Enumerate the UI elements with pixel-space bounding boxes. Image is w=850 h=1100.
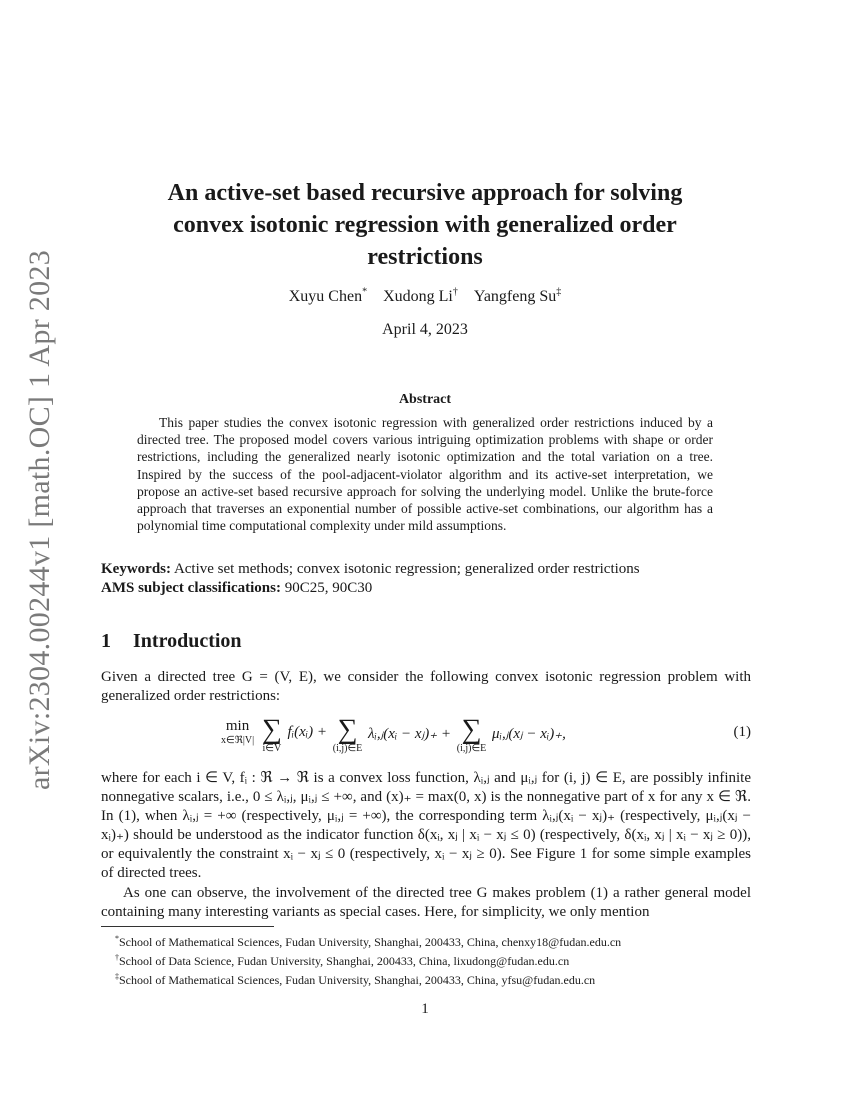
author-mark: † [452,287,458,298]
author-name: Xuyu Chen [288,288,363,306]
author-3 [474,288,561,305]
page-number: 1 [421,1001,429,1017]
footnote-3 [115,969,755,988]
footnote-text: School of Data Science, Fudan University, Shanghai, 200433, China, lixudong@fudan.edu.cn [119,954,570,968]
intro-paragraph-1: Given a directed tree G = (V, E), we consider the following convex isotonic regression problem with generalized order restrictions: [101,669,751,704]
intro-paragraph-2: where for each i ∈ V, fᵢ : ℜ → ℜ is a convex loss function, λᵢ,ⱼ and μᵢ,ⱼ for (i, j) ∈ E, are possibly infinite nonnegative scalars, i.e., 0 ≤ λᵢ,ⱼ, μᵢ,ⱼ ≤ +∞, and (x)₊ = max(0, x) is the nonnegative part of x for any x ∈ ℜ. In (1), when λᵢ,ⱼ = +∞ (respectively, μᵢ,ⱼ = +∞), the corresponding term λᵢ,ⱼ(xᵢ − xⱼ)₊ (respectively, μᵢ,ⱼ(xⱼ − xᵢ)₊) should be understood as the indicator function δ(xᵢ, xⱼ | xᵢ − xⱼ ≤ 0) (respectively, δ(xᵢ, xⱼ | xᵢ − xⱼ ≥ 0)), or equivalently the constraint xᵢ − xⱼ ≤ 0 (respectively, xᵢ − xⱼ ≥ 0). See Figure 1 for some simple examples of directed trees. [101,770,751,881]
footnote-rule [101,926,274,927]
title-line-1: An active-set based recursive approach for solving [167,180,683,206]
paper-title [100,177,750,273]
equation-body [219,716,566,754]
author-mark: ‡ [556,287,562,298]
section-heading [101,630,242,653]
equation-term-3: μᵢ,ⱼ(xⱼ − xᵢ)₊, [492,726,566,742]
footnote-mark: * [115,934,119,943]
section-number: 1 [101,630,111,652]
author-1 [289,288,367,305]
keywords-line [101,561,751,578]
ams-line [101,580,751,597]
sum-operator-1 [262,716,282,754]
title-line-3: restrictions [367,244,483,270]
abstract-heading: Abstract [398,392,452,407]
footnote-2 [115,950,755,969]
equation-number: (1) [733,724,751,740]
footnote-text: School of Mathematical Sciences, Fudan University, Shanghai, 200433, China, yfsu@fudan.edu.cn [119,973,596,987]
sum-subscript: i∈V [262,743,282,754]
sum-subscript: (i,j)∈E [456,743,487,754]
author-name: Xudong Li [383,288,453,306]
footnote-mark: ‡ [115,972,119,981]
title-line-2: convex isotonic regression with generalized order [173,212,677,238]
equation-term-1: fᵢ(xᵢ) + [287,724,327,740]
sum-operator-2 [333,716,363,754]
section-title: Introduction [133,630,242,652]
sigma-symbol: ∑ [461,714,482,745]
sigma-symbol: ∑ [261,714,282,745]
ams-label: AMS subject classifications: [101,580,281,596]
footnote-mark: † [115,953,119,962]
min-subscript: x∈ℜ|V| [221,735,255,746]
author-name: Yangfeng Su [473,288,557,306]
footnote-text: School of Mathematical Sciences, Fudan University, Shanghai, 200433, China, chenxy18@fudan.edu.cn [119,935,622,949]
ams-text: 90C25, 90C30 [284,580,373,596]
min-operator [221,716,254,746]
arxiv-stamp [18,250,62,790]
footnotes [115,931,755,988]
abstract-text: This paper studies the convex isotonic regression with generalized order restrictions induced by a directed tree. The proposed model covers various intriguing optimization problems with shape or order restrictions, including the generalized nearly isotonic optimization and the total variation on a tree. Inspired by the success of the pool-adjacent-violator algorithm and its active-set interpretation, we propose an active-set based recursive approach for solving the underlying model. Unlike the brute-force approach that traverses an exponential number of possible active-set combinations, our algorithm has a polynomial time computational complexity under mild assumptions. [137,415,713,534]
intro-paragraph-3: As one can observe, the involvement of the directed tree G makes problem (1) a rather general model containing many interesting variants as special cases. Here, for simplicity, we only mention [101,885,751,920]
sigma-symbol: ∑ [337,714,358,745]
keywords-label: Keywords: [101,561,171,577]
equation-term-2: λᵢ,ⱼ(xᵢ − xⱼ)₊ + [368,726,451,742]
keywords-text: Active set methods; convex isotonic regression; generalized order restrictions [173,561,640,577]
equation-1 [101,716,751,760]
author-2 [383,288,458,305]
min-word: min [225,718,250,734]
arxiv-stamp-text: arXiv:2304.00244v1 [math.OC] 1 Apr 2023 [23,250,56,790]
author-mark: * [362,287,368,298]
sum-operator-3 [457,716,487,754]
footnote-1 [115,931,755,950]
author-list [100,287,750,306]
sum-subscript: (i,j)∈E [332,743,363,754]
paper-date: April 4, 2023 [382,321,468,338]
